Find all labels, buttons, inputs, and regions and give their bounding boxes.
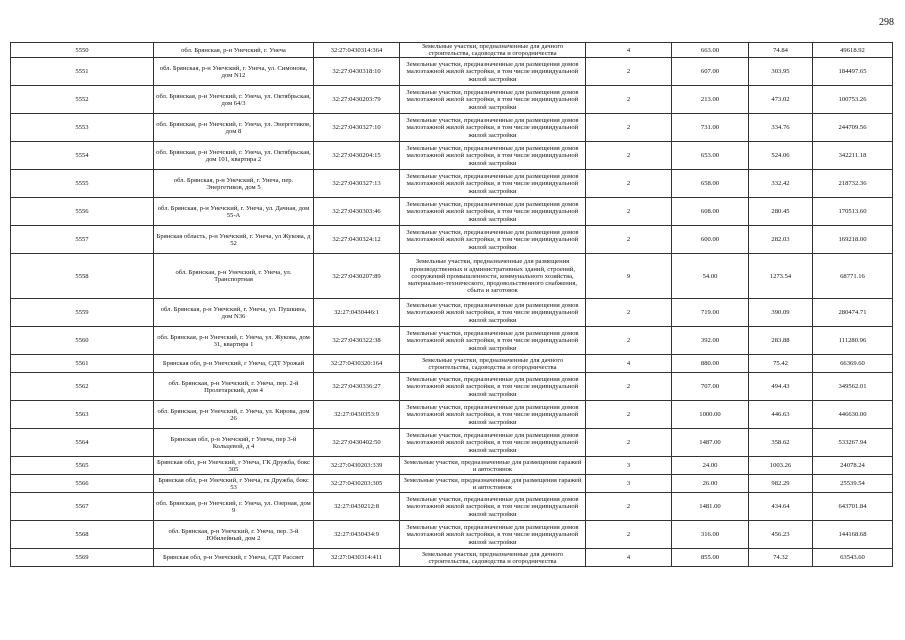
specific-value-cell: 358.62	[749, 429, 813, 457]
table-row	[11, 521, 893, 549]
table-row	[11, 43, 893, 58]
specific-value-cell: 1273.54	[749, 254, 813, 299]
table-row	[11, 170, 893, 198]
address-cell: обл. Брянская, р-н Унечский, г. Унеча, пер. 3-й Юбилейный, дом 2	[154, 521, 314, 549]
use-group-cell: 3	[586, 475, 672, 493]
table-row	[11, 457, 893, 475]
specific-value-cell: 74.32	[749, 549, 813, 567]
table-row	[11, 549, 893, 567]
use-group-cell: 2	[586, 373, 672, 401]
cadastral-number-cell: 32:27:0430207:89	[314, 254, 400, 299]
specific-value-cell: 74.84	[749, 43, 813, 58]
cadastral-value-cell: 342211.18	[813, 142, 893, 170]
address-cell: Брянская обл, р-н Унечский, г Унеча, пер 3-й Кольцевой, д 4	[154, 429, 314, 457]
cadastral-value-cell: 446630.00	[813, 401, 893, 429]
cadastral-number-cell: 32:27:0430434:9	[314, 521, 400, 549]
specific-value-cell: 280.45	[749, 198, 813, 226]
cadastral-value-cell: 169218.00	[813, 226, 893, 254]
table-row	[11, 58, 893, 86]
cadastral-number-cell: 32:27:0430322:38	[314, 327, 400, 355]
address-cell: обл. Брянская, р-н Унечский, г. Унеча, ул. Октябрьская, дом 101, квартира 2	[154, 142, 314, 170]
cadastral-value-cell: 533267.94	[813, 429, 893, 457]
address-cell: обл. Брянская, р-н Унечский, г. Унеча, ул. Энергетиков, дом 8	[154, 114, 314, 142]
specific-value-cell: 982.29	[749, 475, 813, 493]
cadastral-number-cell: 32:27:0430314:411	[314, 549, 400, 567]
area-cell: 392.00	[672, 327, 749, 355]
row-number: 5553	[11, 114, 154, 142]
use-group-cell: 4	[586, 549, 672, 567]
cadastral-number-cell: 32:27:0430203:339	[314, 457, 400, 475]
cadastral-value-cell: 144168.68	[813, 521, 893, 549]
land-use-cell: Земельные участки, предназначенные для размещения гаражей и автостоянок	[400, 457, 586, 475]
cadastral-value-cell: 184497.65	[813, 58, 893, 86]
area-cell: 213.00	[672, 86, 749, 114]
use-group-cell: 2	[586, 493, 672, 521]
land-use-cell: Земельные участки, предназначенные для дачного строительства, садоводства и огородничества	[400, 549, 586, 567]
land-use-cell: Земельные участки, предназначенные для размещения производственных и административных зданий, строений, сооружений промышленности, коммунального хозяйства, материально-технического, продовольственного снабжения, сбыта и заготовок	[400, 254, 586, 299]
land-use-cell: Земельные участки, предназначенные для размещения домов малоэтажной жилой застройки, в том числе индивидуальной жилой застройки	[400, 142, 586, 170]
area-cell: 731.00	[672, 114, 749, 142]
area-cell: 608.00	[672, 198, 749, 226]
address-cell: обл. Брянская, р-н Унечский, г. Унеча, ул. Пушкина, дом N36	[154, 299, 314, 327]
cadastral-number-cell: 32:27:0430212:8	[314, 493, 400, 521]
use-group-cell: 2	[586, 401, 672, 429]
area-cell: 1487.00	[672, 429, 749, 457]
specific-value-cell: 283.88	[749, 327, 813, 355]
row-number: 5568	[11, 521, 154, 549]
table-row	[11, 355, 893, 373]
use-group-cell: 2	[586, 327, 672, 355]
area-cell: 316.00	[672, 521, 749, 549]
table-row	[11, 142, 893, 170]
area-cell: 1000.00	[672, 401, 749, 429]
address-cell: обл. Брянская, р-н Унечский, г. Унеча	[154, 43, 314, 58]
cadastral-value-cell: 218732.36	[813, 170, 893, 198]
specific-value-cell: 332.42	[749, 170, 813, 198]
table-row	[11, 299, 893, 327]
row-number: 5551	[11, 58, 154, 86]
land-use-cell: Земельные участки, предназначенные для размещения домов малоэтажной жилой застройки, в том числе индивидуальной жилой застройки	[400, 373, 586, 401]
cadastral-number-cell: 32:27:0430327:13	[314, 170, 400, 198]
specific-value-cell: 1003.26	[749, 457, 813, 475]
table-row	[11, 429, 893, 457]
address-cell: обл. Брянская, р-н Унечский, г. Унеча, ул. Кирова, дом 26	[154, 401, 314, 429]
land-use-cell: Земельные участки, предназначенные для размещения домов малоэтажной жилой застройки, в том числе индивидуальной жилой застройки	[400, 521, 586, 549]
area-cell: 26.00	[672, 475, 749, 493]
row-number: 5554	[11, 142, 154, 170]
specific-value-cell: 446.63	[749, 401, 813, 429]
cadastral-value-cell: 244709.56	[813, 114, 893, 142]
area-cell: 663.00	[672, 43, 749, 58]
cadastral-value-cell: 24078.24	[813, 457, 893, 475]
cadastral-value-table	[10, 42, 893, 567]
use-group-cell: 2	[586, 114, 672, 142]
row-number: 5552	[11, 86, 154, 114]
address-cell: обл. Брянская, р-н Унечский, г. Унеча, ул. Жукова, дом 31, квартира 1	[154, 327, 314, 355]
address-cell: Брянская обл, р-н Унечский, г Унеча, СДТ Урожай	[154, 355, 314, 373]
use-group-cell: 9	[586, 254, 672, 299]
use-group-cell: 2	[586, 170, 672, 198]
cadastral-number-cell: 32:27:0430402:50	[314, 429, 400, 457]
land-use-cell: Земельные участки, предназначенные для размещения домов малоэтажной жилой застройки, в том числе индивидуальной жилой застройки	[400, 401, 586, 429]
address-cell: обл. Брянская, р-н Унечский, г. Унеча, ул. Октябрьская, дом 64/3	[154, 86, 314, 114]
specific-value-cell: 303.95	[749, 58, 813, 86]
table-row	[11, 475, 893, 493]
area-cell: 1481.00	[672, 493, 749, 521]
address-cell: обл. Брянская, р-н Унечский, г. Унеча, ул. Дачная, дом 55-А	[154, 198, 314, 226]
row-number: 5559	[11, 299, 154, 327]
address-cell: обл. Брянская, р-н Унечский, г. Унеча, ул. Симонова, дом N12	[154, 58, 314, 86]
address-cell: Брянская обл, р-н Унечский, г Унеча, гк Дружба, бокс 53	[154, 475, 314, 493]
specific-value-cell: 473.02	[749, 86, 813, 114]
cadastral-number-cell: 32:27:0430203:79	[314, 86, 400, 114]
cadastral-value-cell: 63543.60	[813, 549, 893, 567]
area-cell: 653.00	[672, 142, 749, 170]
cadastral-value-cell: 66369.60	[813, 355, 893, 373]
table-row	[11, 401, 893, 429]
area-cell: 24.00	[672, 457, 749, 475]
cadastral-number-cell: 32:27:0430303:46	[314, 198, 400, 226]
specific-value-cell: 524.06	[749, 142, 813, 170]
specific-value-cell: 390.09	[749, 299, 813, 327]
cadastral-value-cell: 280474.71	[813, 299, 893, 327]
area-cell: 54.00	[672, 254, 749, 299]
land-use-cell: Земельные участки, предназначенные для размещения гаражей и автостоянок	[400, 475, 586, 493]
row-number: 5566	[11, 475, 154, 493]
specific-value-cell: 456.23	[749, 521, 813, 549]
cadastral-value-cell: 111280.96	[813, 327, 893, 355]
address-cell: Брянская обл, р-н Унечский, г Унеча, ГК Дружба, бокс 305	[154, 457, 314, 475]
cadastral-number-cell: 32:27:0430336:27	[314, 373, 400, 401]
address-cell: обл. Брянская, р-н Унечский, г. Унеча, ул. Озерная, дом 9	[154, 493, 314, 521]
address-cell: обл. Брянская, р-н Унечский, г. Унеча, пер. Энергетиков, дом 5	[154, 170, 314, 198]
address-cell: обл. Брянская, р-н Унечский, г. Унеча, ул. Транспортная	[154, 254, 314, 299]
land-use-cell: Земельные участки, предназначенные для размещения домов малоэтажной жилой застройки, в том числе индивидуальной жилой застройки	[400, 114, 586, 142]
specific-value-cell: 434.64	[749, 493, 813, 521]
area-cell: 607.00	[672, 58, 749, 86]
use-group-cell: 2	[586, 142, 672, 170]
cadastral-value-cell: 170513.60	[813, 198, 893, 226]
use-group-cell: 2	[586, 198, 672, 226]
table-row	[11, 114, 893, 142]
land-use-cell: Земельные участки, предназначенные для размещения домов малоэтажной жилой застройки, в том числе индивидуальной жилой застройки	[400, 198, 586, 226]
land-use-cell: Земельные участки, предназначенные для размещения домов малоэтажной жилой застройки, в том числе индивидуальной жилой застройки	[400, 429, 586, 457]
address-cell: Брянская обл, р-н Унечский, г Унеча, СДТ Рассвет	[154, 549, 314, 567]
table-row	[11, 373, 893, 401]
area-cell: 880.00	[672, 355, 749, 373]
land-use-cell: Земельные участки, предназначенные для размещения домов малоэтажной жилой застройки, в том числе индивидуальной жилой застройки	[400, 327, 586, 355]
row-number: 5563	[11, 401, 154, 429]
cadastral-value-cell: 100753.26	[813, 86, 893, 114]
row-number: 5550	[11, 43, 154, 58]
row-number: 5557	[11, 226, 154, 254]
land-use-cell: Земельные участки, предназначенные для размещения домов малоэтажной жилой застройки, в том числе индивидуальной жилой застройки	[400, 170, 586, 198]
cadastral-value-cell: 68771.16	[813, 254, 893, 299]
land-use-cell: Земельные участки, предназначенные для дачного строительства, садоводства и огородничества	[400, 43, 586, 58]
area-cell: 658.00	[672, 170, 749, 198]
cadastral-number-cell: 32:27:0430353:9	[314, 401, 400, 429]
cadastral-number-cell: 32:27:0430327:10	[314, 114, 400, 142]
cadastral-number-cell: 32:27:0430446:1	[314, 299, 400, 327]
cadastral-number-cell: 32:27:0430318:10	[314, 58, 400, 86]
table-row	[11, 226, 893, 254]
table-row	[11, 198, 893, 226]
row-number: 5562	[11, 373, 154, 401]
specific-value-cell: 334.76	[749, 114, 813, 142]
address-cell: Брянская область, р-н Унечский, г. Унеча, ул Жукова, д 52	[154, 226, 314, 254]
row-number: 5561	[11, 355, 154, 373]
specific-value-cell: 494.43	[749, 373, 813, 401]
cadastral-value-cell: 25539.54	[813, 475, 893, 493]
land-use-cell: Земельные участки, предназначенные для размещения домов малоэтажной жилой застройки, в том числе индивидуальной жилой застройки	[400, 58, 586, 86]
cadastral-value-cell: 643701.84	[813, 493, 893, 521]
use-group-cell: 2	[586, 299, 672, 327]
address-cell: обл. Брянская, р-н Унечский, г. Унеча, пер. 2-й Пролетарский, дом 4	[154, 373, 314, 401]
table-row	[11, 327, 893, 355]
land-use-cell: Земельные участки, предназначенные для размещения домов малоэтажной жилой застройки, в том числе индивидуальной жилой застройки	[400, 226, 586, 254]
land-use-cell: Земельные участки, предназначенные для размещения домов малоэтажной жилой застройки, в том числе индивидуальной жилой застройки	[400, 86, 586, 114]
use-group-cell: 2	[586, 429, 672, 457]
row-number: 5555	[11, 170, 154, 198]
use-group-cell: 2	[586, 86, 672, 114]
specific-value-cell: 282.03	[749, 226, 813, 254]
row-number: 5556	[11, 198, 154, 226]
cadastral-value-cell: 49618.92	[813, 43, 893, 58]
row-number: 5560	[11, 327, 154, 355]
use-group-cell: 2	[586, 226, 672, 254]
land-use-cell: Земельные участки, предназначенные для дачного строительства, садоводства и огородничества	[400, 355, 586, 373]
land-use-cell: Земельные участки, предназначенные для размещения домов малоэтажной жилой застройки, в том числе индивидуальной жилой застройки	[400, 493, 586, 521]
area-cell: 719.00	[672, 299, 749, 327]
use-group-cell: 3	[586, 457, 672, 475]
area-cell: 855.00	[672, 549, 749, 567]
use-group-cell: 4	[586, 355, 672, 373]
table-row	[11, 493, 893, 521]
area-cell: 600.00	[672, 226, 749, 254]
land-use-cell: Земельные участки, предназначенные для размещения домов малоэтажной жилой застройки, в том числе индивидуальной жилой застройки	[400, 299, 586, 327]
use-group-cell: 2	[586, 58, 672, 86]
row-number: 5558	[11, 254, 154, 299]
cadastral-number-cell: 32:27:0430320:164	[314, 355, 400, 373]
table-row	[11, 86, 893, 114]
specific-value-cell: 75.42	[749, 355, 813, 373]
area-cell: 707.00	[672, 373, 749, 401]
use-group-cell: 4	[586, 43, 672, 58]
page-number: 298	[879, 17, 894, 28]
cadastral-number-cell: 32:27:0430204:15	[314, 142, 400, 170]
cadastral-number-cell: 32:27:0430324:12	[314, 226, 400, 254]
row-number: 5565	[11, 457, 154, 475]
row-number: 5564	[11, 429, 154, 457]
use-group-cell: 2	[586, 521, 672, 549]
cadastral-number-cell: 32:27:0430314:364	[314, 43, 400, 58]
table-row	[11, 254, 893, 299]
cadastral-number-cell: 32:27:0430203:305	[314, 475, 400, 493]
row-number: 5567	[11, 493, 154, 521]
row-number: 5569	[11, 549, 154, 567]
cadastral-value-cell: 349562.01	[813, 373, 893, 401]
